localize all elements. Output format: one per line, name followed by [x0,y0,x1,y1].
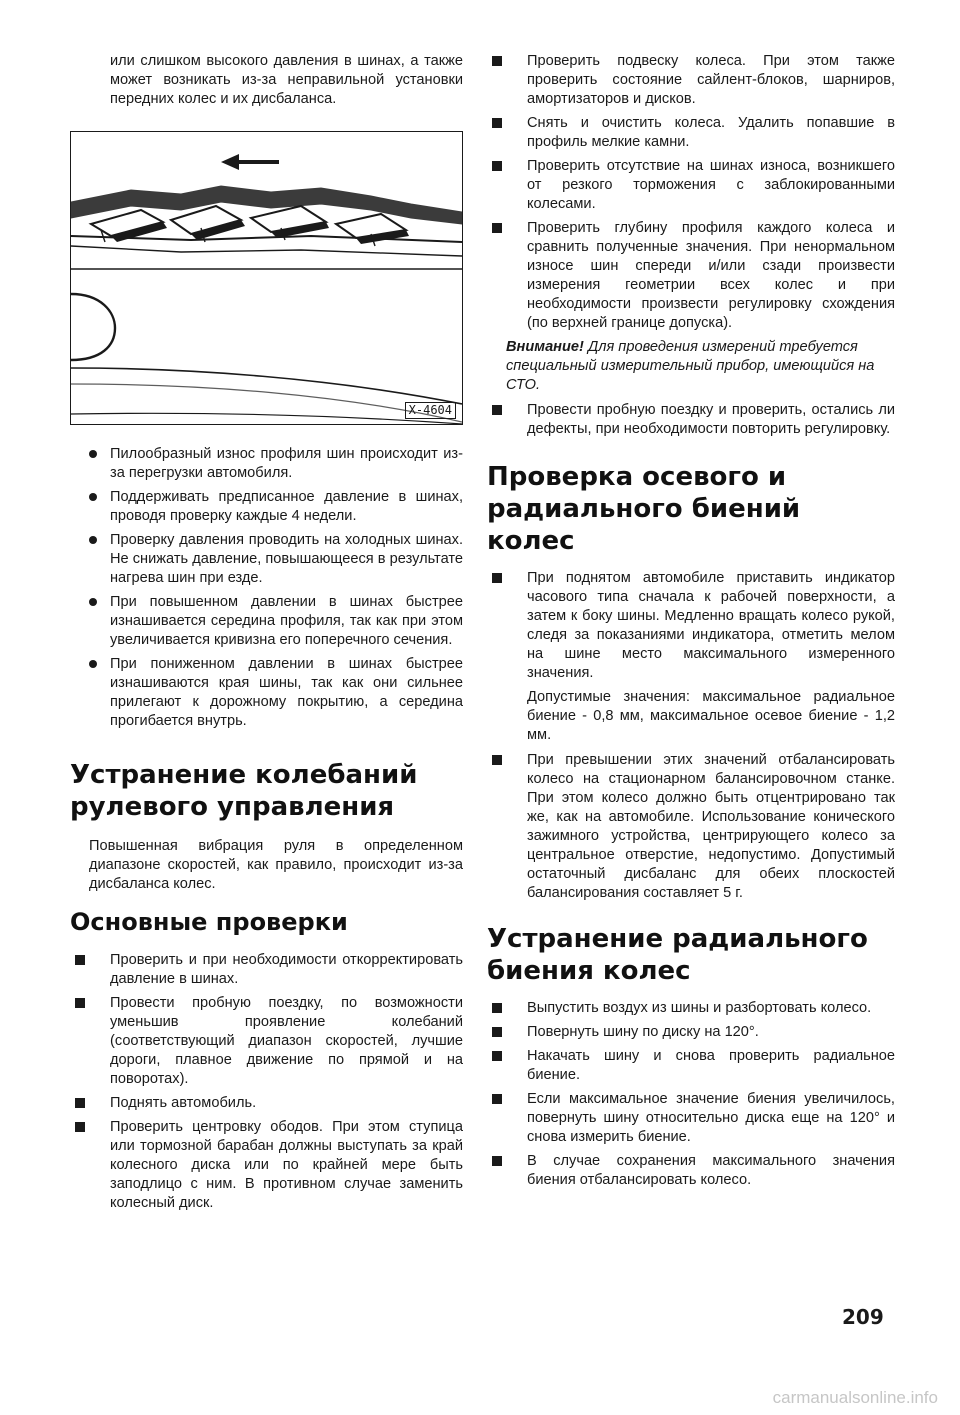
rim-edge [71,294,115,360]
attention-label: Внимание! [506,339,584,355]
bullet-square-icon [492,161,502,171]
bullet-square-icon [75,1098,85,1108]
right-column [487,52,895,1195]
section-heading-radial-runout: Устранение радиального биения колес [487,924,868,986]
list-item: Пилообразный износ профиля шин происходит из-за перегрузки автомобиля. [70,445,463,483]
steering-vibration-paragraph: Повышенная вибрация руля в определенном диапазоне скоростей, как правило, происходит из-за дисбаланса колес. [89,838,463,892]
list-item: Если максимальное значение биения увеличилось, повернуть шину относительно диска еще на 120° и снова измерить биение. [487,1090,895,1147]
list-item: Проверить подвеску колеса. При этом также проверить состояние сайлент-блоков, шарниров, амортизаторов и дисков. [487,52,895,109]
list-item: Выпустить воздух из шины и разбортовать колесо. [487,999,895,1018]
section-heading-basic-checks: Основные проверки [70,908,348,936]
bullet-square-icon [492,118,502,128]
attention-text: Для проведения измерений требуется специальный измерительный прибор, имеющийся на СТО. [506,339,875,393]
bullet-square-icon [492,405,502,415]
tire-pressure-bullets [70,445,463,731]
test-drive-list [487,401,895,439]
balancing-list [487,751,895,903]
bullet-square-icon [75,955,85,965]
page-number: 209 [842,1305,884,1329]
basic-checks-list [70,951,463,1213]
section-heading-steering-vibration: Устранение колебаний рулевого управления [70,760,418,822]
bullet-dot-icon [89,450,97,458]
list-item: При повышенном давлении в шинах быстрее изнашивается середина профиля, так как при этом увеличивается кривизна его поперечного сечения. [70,593,463,650]
bullet-square-icon [492,1003,502,1013]
bullet-square-icon [492,223,502,233]
tread-blocks [71,186,462,224]
list-item: Проверить и при необходимости откорректировать давление в шинах. [70,951,463,989]
bullet-square-icon [75,1122,85,1132]
left-column [70,52,463,1218]
bullet-square-icon [492,1156,502,1166]
bullet-square-icon [75,998,85,1008]
bullet-square-icon [492,56,502,66]
list-item: Проверить глубину профиля каждого колеса и сравнить полученные значения. При ненормальном износе шин спереди и/или сзади произвести измерения геометрии всех колес и при необходимости произвести регулировку схождения (по верхней границе допуска). [487,219,895,333]
bullet-square-icon [492,1094,502,1104]
list-item: Накачать шину и снова проверить радиальное биение. [487,1047,895,1085]
attention-note [487,338,895,395]
list-item: Поддерживать предписанное давление в шинах, проводя проверку каждые 4 недели. [70,488,463,526]
list-item: При пониженном давлении в шинах быстрее изнашиваются края шины, так как они сильнее прилегают к дорожному покрытию, а середина прогибается внутрь. [70,655,463,731]
watermark-text: carmanualsonline.info [772,1388,938,1407]
direction-arrow-icon [221,154,279,170]
bullet-square-icon [492,1051,502,1061]
suspension-checks-list [487,52,895,333]
intro-paragraph: или слишком высокого давления в шинах, а также может возникать из-за неправильной установки передних колес и их дисбаланса. [110,53,463,107]
bullet-dot-icon [89,660,97,668]
bullet-dot-icon [89,493,97,501]
list-item: Провести пробную поездку, по возможности уменьшив проявление колебаний (соответствующий диапазон скоростей, лучшие дороги, плавное движение по прямой и на поворотах). [70,994,463,1089]
list-item: Поднять автомобиль. [70,1094,463,1113]
list-item: Снять и очистить колеса. Удалить попавшие в профиль мелкие камни. [487,114,895,152]
tire-wear-figure [70,131,463,425]
list-item: В случае сохранения максимального значения биения отбалансировать колесо. [487,1152,895,1190]
radial-runout-steps [487,999,895,1190]
bullet-dot-icon [89,536,97,544]
figure-code-label: X-4604 [405,402,456,419]
runout-check-list [487,569,895,683]
list-item: Провести пробную поездку и проверить, остались ли дефекты, при необходимости повторить регулировку. [487,401,895,439]
bullet-dot-icon [89,598,97,606]
list-item: Проверку давления проводить на холодных шинах. Не снижать давление, повышающееся в результате нагрева шин при езде. [70,531,463,588]
list-item: Проверить центровку ободов. При этом ступица или тормозной барабан должны выступать за край колесного диска или по крайней мере быть заподлицо с ним. В противном случае заменить колесный диск. [70,1118,463,1213]
bullet-square-icon [492,573,502,583]
list-item: Проверить отсутствие на шинах износа, возникшего от резкого торможения с заблокированными колесами. [487,157,895,214]
bullet-square-icon [492,1027,502,1037]
section-heading-runout-check: Проверка осевого и радиального биений колес [487,462,801,556]
bullet-square-icon [492,755,502,765]
list-item: Повернуть шину по диску на 120°. [487,1023,895,1042]
list-item: При поднятом автомобиле приставить индикатор часового типа сначала к рабочей поверхности, а затем к боку шины. Медленно вращать колесо рукой, следя за показаниями индикатора, отметить мелом на шине место максимального измеренного значения. [487,569,895,683]
tolerance-paragraph: Допустимые значения: максимальное радиальное биение - 0,8 мм, максимальное осевое биение - 1,2 мм. [527,689,895,743]
list-item: При превышении этих значений отбалансировать колесо на стационарном балансировочном станке. При этом колесо должно быть отцентрировано так же, как на автомобиле. Использование конического зажимного устройства, центрирующего колесо за центральное отверстие, недопустимо. Допустимый остаточный дисбаланс для обеих плоскостей балансирования составляет 5 г. [487,751,895,903]
sawtooth-tread-illustration [71,132,462,424]
